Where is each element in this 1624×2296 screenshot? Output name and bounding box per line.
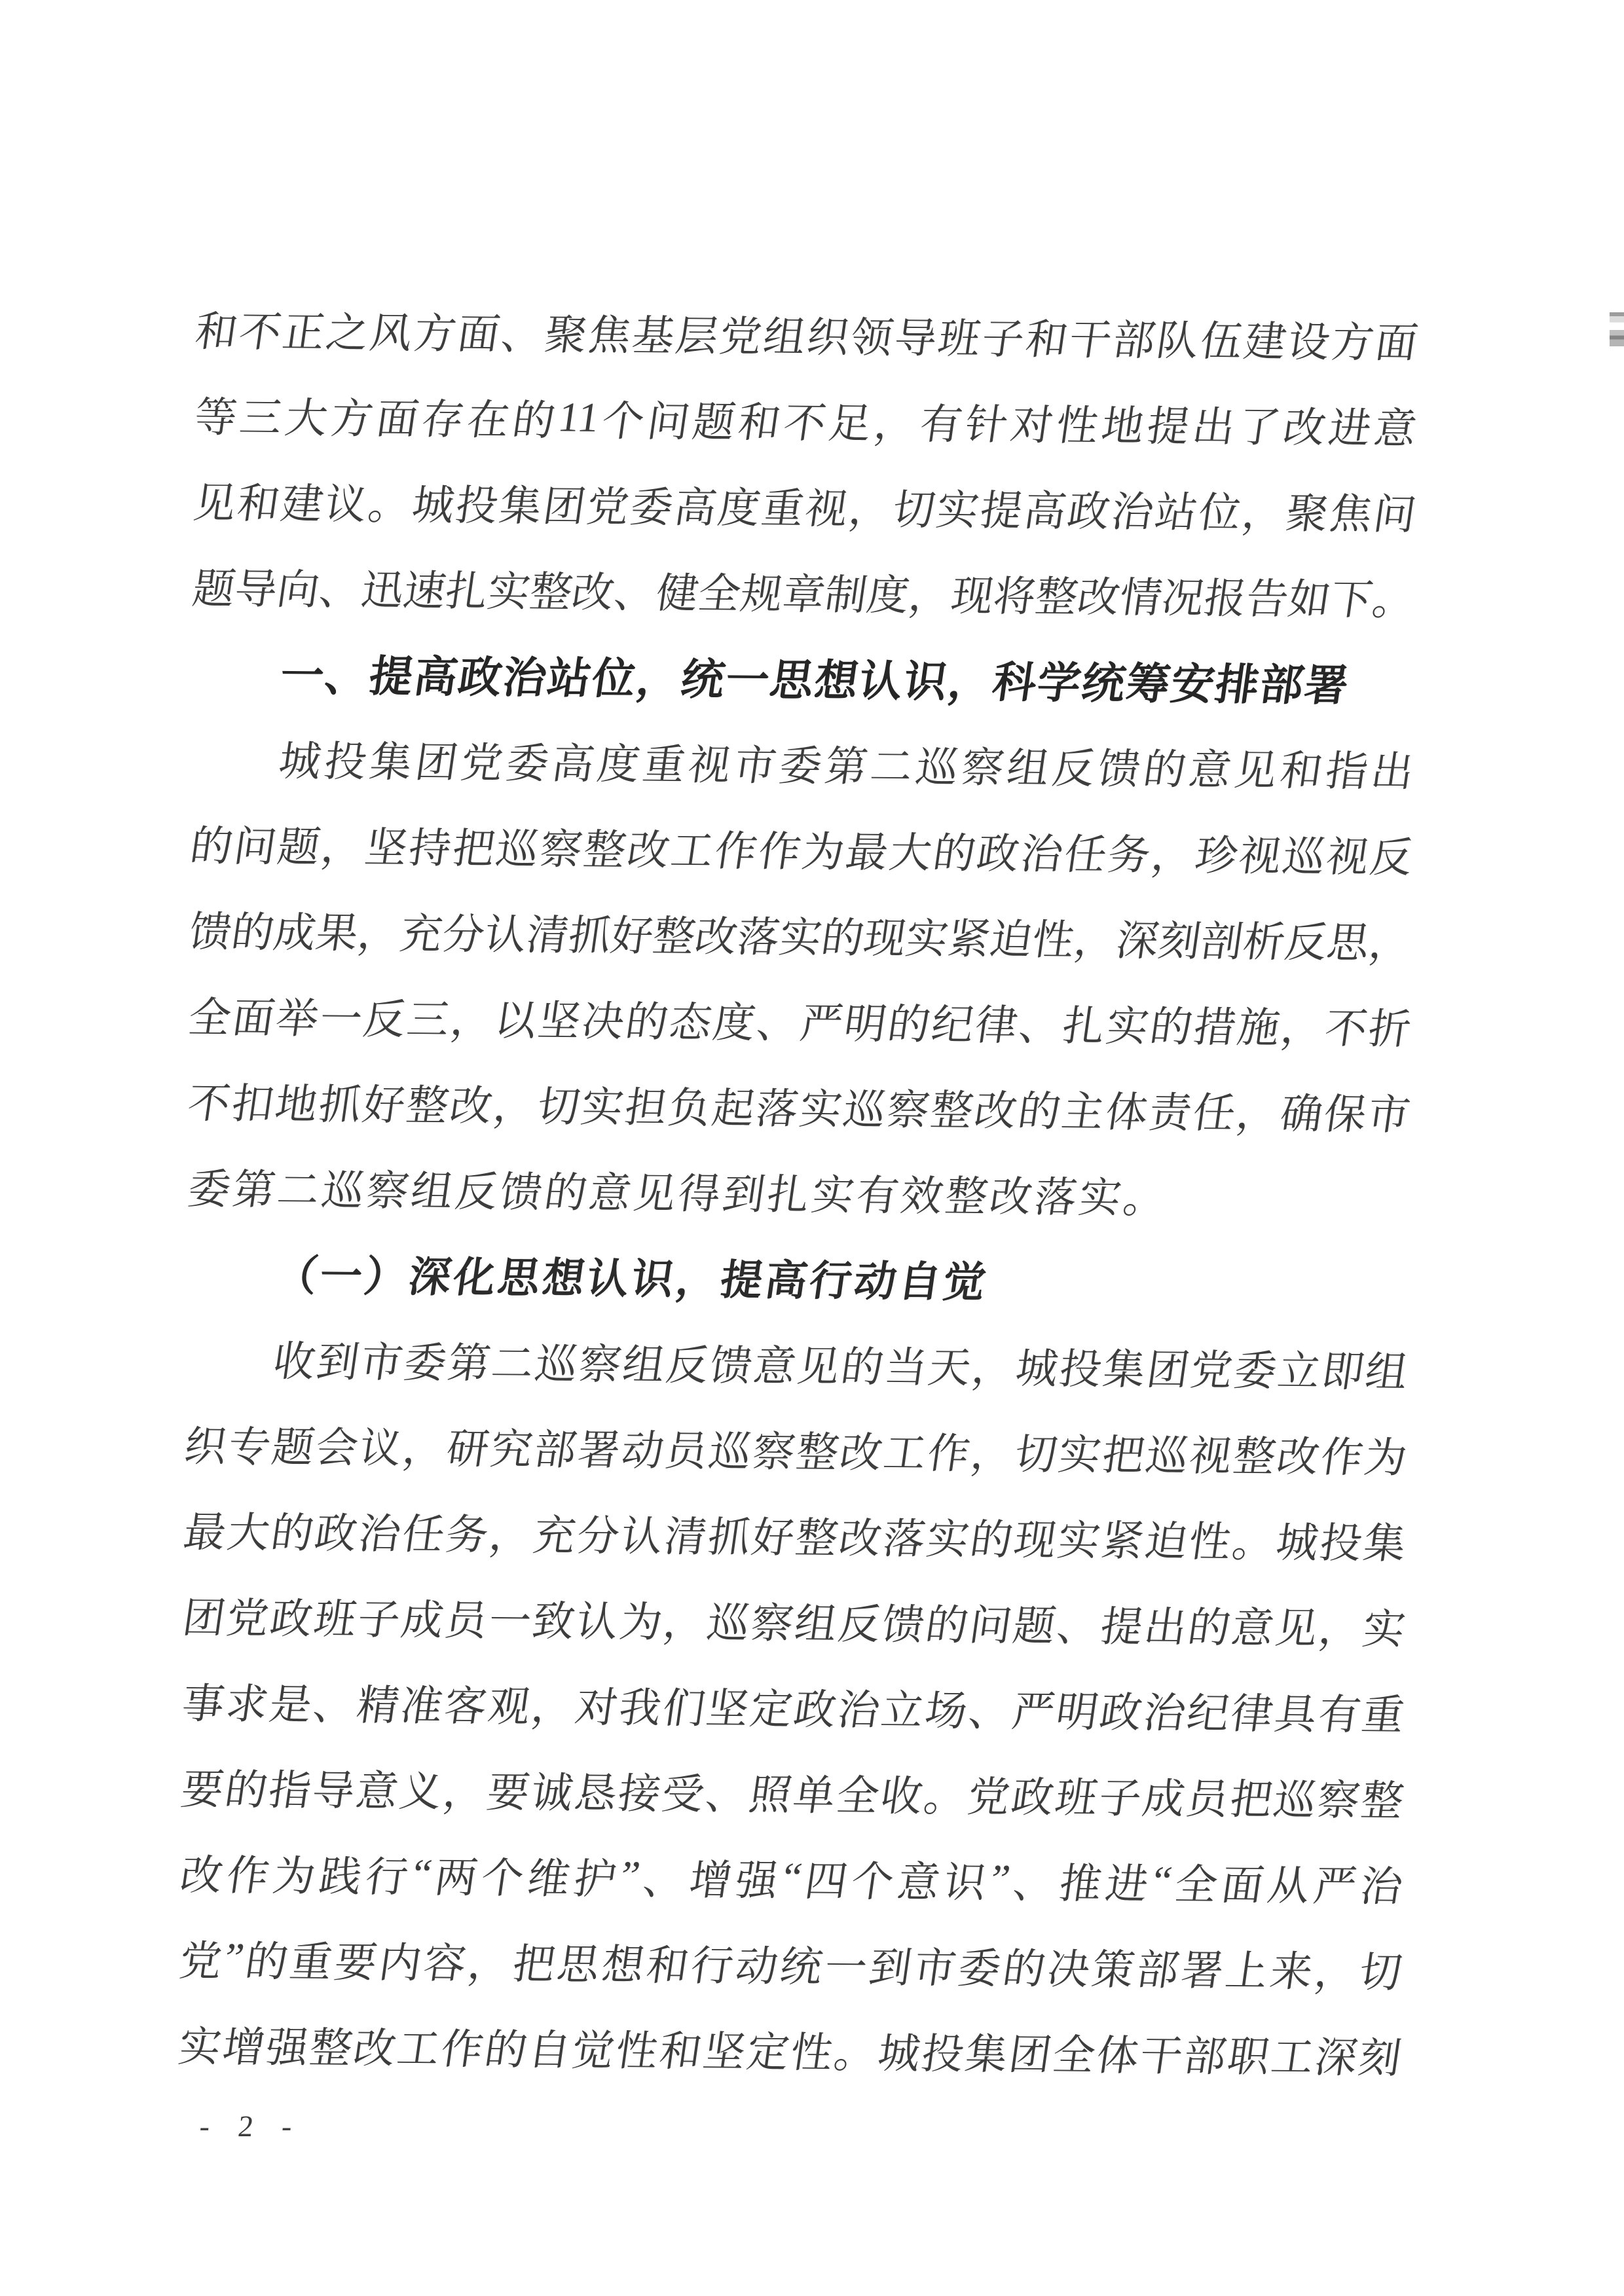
text-line: 团 党 政 班 子 成 员 一 致 认 为 ， 巡 察 组 反 馈 的 问 题 、 提 出 的 意 见 ， 实 [179,1594,1409,1653]
text-line: 收 到 市 委 第 二 巡 察 组 反 馈 意 见 的 当 天 ， 城 投 集 团 党 委 立 即 组 [270,1338,1411,1396]
text-line: 全 面 举 一 反 三 ， 以 坚 决 的 态 度 、 严 明 的 纪 律 、 扎 实 的 措 施 ， 不 折 [185,994,1414,1053]
text-line: 等 三 大 方 面 存 在 的 11 个 问 题 和 不 足 ， 有 针 对 性 地 提 出 了 改 进 意 [191,393,1420,452]
page-number: - 2 - [198,2109,298,2143]
text-line: 的 问 题 ， 坚 持 把 巡 察 整 改 工 作 作 为 最 大 的 政 治 任 务 ， 珍 视 巡 视 反 [187,822,1416,881]
text-line: 馈 的 成 果 ， 充 分 认 清 抓 好 整 改 落 实 的 现 实 紧 迫 性 ， 深 刻 剖 析 反 思 ， [186,908,1415,967]
text-line: 织 专 题 会 议 ， 研 究 部 署 动 员 巡 察 整 改 工 作 ， 切 实 把 巡 视 整 改 作 为 [181,1423,1411,1482]
text-line: 党 ” 的 重 要 内 容 ， 把 思 想 和 行 动 统 一 到 市 委 的 决 策 部 署 上 来 ， 切 [176,1934,1405,1996]
text-line: （ 一 ） 深 化 思 想 认 识 ， 提 高 行 动 自 觉 [272,1252,989,1306]
text-line: 委 第 二 巡 察 组 反 馈 的 意 见 得 到 扎 实 有 效 整 改 落 实 。 [185,1165,1169,1222]
text-line: 一 、 提 高 政 治 站 位 ， 统 一 思 想 认 识 ， 科 学 统 筹 安 排 部 署 [277,651,1352,710]
text-line: 改 作 为 践 行 “ 两 个 维 护 ” 、 增 强 “ 四 个 意 识 ” 、 推 进 “ 全 面 从 严 治 [177,1850,1406,1910]
text-line: 题 导 向 、 迅 速 扎 实 整 改 、 健 全 规 章 制 度 ， 现 将 整 改 情 况 报 告 如 下 。 [189,565,1418,624]
text-line: 和 不 正 之 风 方 面 、 聚 焦 基 层 党 组 织 领 导 班 子 和 干 部 队 伍 建 设 方 面 [192,308,1421,367]
text-line: 城 投 集 团 党 委 高 度 重 视 市 委 第 二 巡 察 组 反 馈 的 意 见 和 指 出 [276,737,1417,795]
text-line: 最 大 的 政 治 任 务 ， 充 分 认 清 抓 好 整 改 落 实 的 现 实 紧 迫 性 。 城 投 集 [180,1508,1409,1567]
text-line: 实 增 强 整 改 工 作 的 自 觉 性 和 坚 定 性 。 城 投 集 团 全 体 干 部 职 工 深 刻 [175,2023,1405,2082]
text-line: 不 扣 地 抓 好 整 改 ， 切 实 担 负 起 落 实 巡 察 整 改 的 主 体 责 任 ， 确 保 市 [185,1080,1414,1139]
document-body [175,285,1421,2098]
scan-artifact [1610,312,1624,346]
text-line: 要 的 指 导 意 义 ， 要 诚 恳 接 受 、 照 单 全 收 。 党 政 班 子 成 员 把 巡 察 整 [178,1766,1407,1825]
text-line: 事 求 是 、 精 准 客 观 ， 对 我 们 坚 定 政 治 立 场 、 严 明 政 治 纪 律 具 有 重 [179,1680,1408,1739]
text-line: 见 和 建 议 。 城 投 集 团 党 委 高 度 重 视 ， 切 实 提 高 政 治 站 位 ， 聚 焦 问 [191,479,1419,538]
